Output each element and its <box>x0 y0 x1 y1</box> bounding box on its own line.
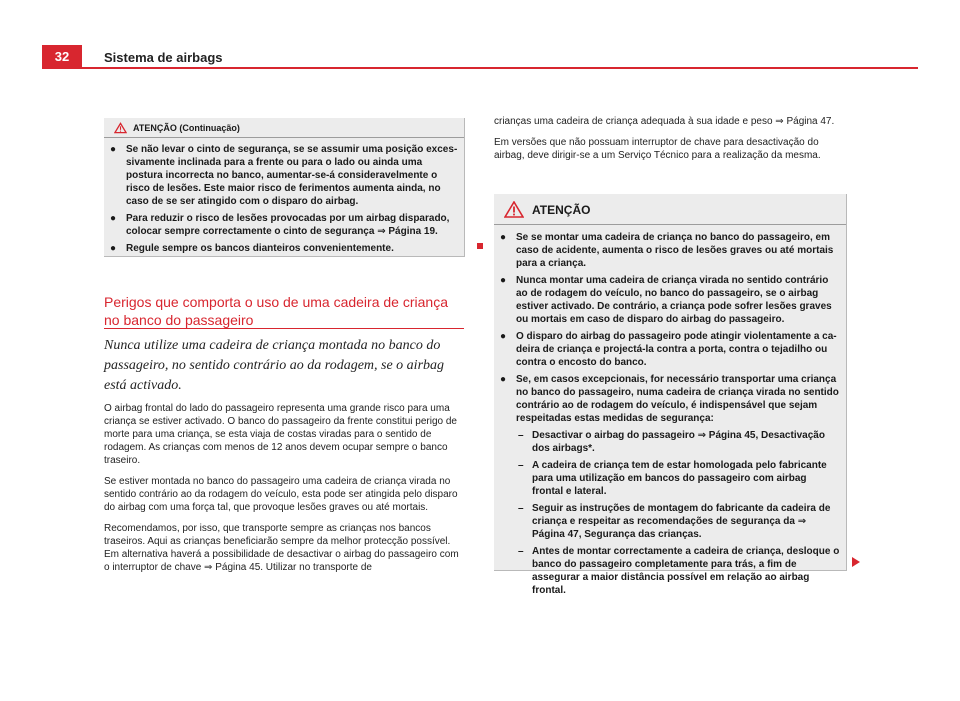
warning-triangle-icon <box>114 122 127 134</box>
page-number: 32 <box>42 45 82 68</box>
right-column-body <box>494 115 844 170</box>
end-square-icon <box>477 243 483 249</box>
left-warning-title: ATENÇÃO (Continuação) <box>133 123 240 133</box>
section-lead: Nunca utilize uma cadeira de criança montada no banco do passageiro, no sentido contrário ao da rodagem, se o airbag está activado. <box>104 338 445 393</box>
warning-triangle-icon <box>504 201 524 218</box>
sub-list-item: – A cadeira de criança tem de estar homologada pelo fabricante para uma utilização em bancos do passageiro com airbag frontal e lateral. <box>518 460 827 497</box>
paragraph: Recomendamos, por isso, que transporte sempre as crianças nos bancos traseiros. Aqui as crianças beneficiarão sempre da melhor protecção possível. Em alternativa haverá a possibilidade de desactivar o airbag do passageiro com o interruptor de chave ⇒ Página 45. Utilizar no transporte de <box>104 523 459 573</box>
right-warning-title: ATENÇÃO <box>532 202 591 217</box>
continue-arrow-icon <box>852 557 860 567</box>
paragraph: crianças uma cadeira de criança adequada à sua idade e peso ⇒ Página 47. <box>494 116 835 127</box>
header-rule <box>42 67 918 69</box>
paragraph: O airbag frontal do lado do passageiro representa uma grande risco para uma criança se estiver activado. O banco do passageiro da frente constitui perigo de morte para uma criança, se esta viaja de costas viradas para o sentido de rodagem. As crianças com menos de 12 anos devem ocupar sempre o banco traseiro. <box>104 403 457 466</box>
list-item: ● Regule sempre os bancos dianteiros convenientemente. <box>110 243 394 254</box>
sub-list-item: – Seguir as instruções de montagem do fabricante da cadeira de criança e respeitar as recomendações de segurança da ⇒ Página 47, Segurança das crianças. <box>518 503 831 540</box>
paragraph: Em versões que não possuam interruptor de chave para desactivação do airbag, deve dirigir-se a um Serviço Técnico para a realização da mesma. <box>494 137 821 161</box>
sub-list-item: – Desactivar o airbag do passageiro ⇒ Página 45, Desactivação dos airbags*. <box>518 430 825 454</box>
list-item: ● Nunca montar uma cadeira de criança virada no sentido contrário ao de rodagem do veículo, no banco do passageiro, se o airbag estiver activado. De contrário, a criança pode sofrer lesões graves ou mortais em caso de disparo do airbag do passageiro. <box>500 275 832 325</box>
sub-list-item: – Antes de montar correctamente a cadeira de criança, desloque o banco do passageiro completamente para trás, a fim de assegurar a maior distância possível em relação ao airbag frontal. <box>518 546 840 596</box>
list-item: ● Se não levar o cinto de segurança, se se assumir uma posição excessivamente inclinada para a frente ou para o lado ou ainda uma postura incorrecta no banco, aumentar-se-á consideravelmente o risco de lesões. Este maior risco de ferimentos aumenta ainda, no caso de se ser atingido com o disparo do airbag. <box>110 144 458 207</box>
list-item: ● Para reduzir o risco de lesões provocadas por um airbag disparado, colocar sempre correctamente o cinto de segurança ⇒ Página 19. <box>110 213 450 237</box>
section-title: Perigos que comporta o uso de uma cadeira de criança no banco do passageiro <box>104 294 448 328</box>
left-warning-box <box>104 118 465 257</box>
list-item: ● Se, em casos excepcionais, for necessário transportar uma criança no banco do passageiro, numa cadeira de criança virada no sentido contrário ao de rodagem do veículo, é indispensável que sejam respeitadas estas medidas de segurança: <box>500 374 839 424</box>
right-warning-box <box>494 194 847 596</box>
list-item: ● O disparo do airbag do passageiro pode atingir violentamente a cadeira de criança e projectá-la contra a porta, contra o tejadilho ou contra o encosto do banco. <box>500 331 837 368</box>
section-body <box>104 402 466 582</box>
header-title: Sistema de airbags <box>104 50 223 65</box>
paragraph: Se estiver montada no banco do passageiro uma cadeira de criança virada no sentido contrário ao da rodagem do veículo, esta pode ser atingida pelo disparo do airbag com uma força tal, que provoque lesões graves ou até mortais. <box>104 476 458 513</box>
section-rule <box>104 328 464 329</box>
list-item: ● Se se montar uma cadeira de criança no banco do passageiro, em caso de acidente, aumenta o risco de lesões graves ou até mortais para a criança. <box>500 232 834 269</box>
